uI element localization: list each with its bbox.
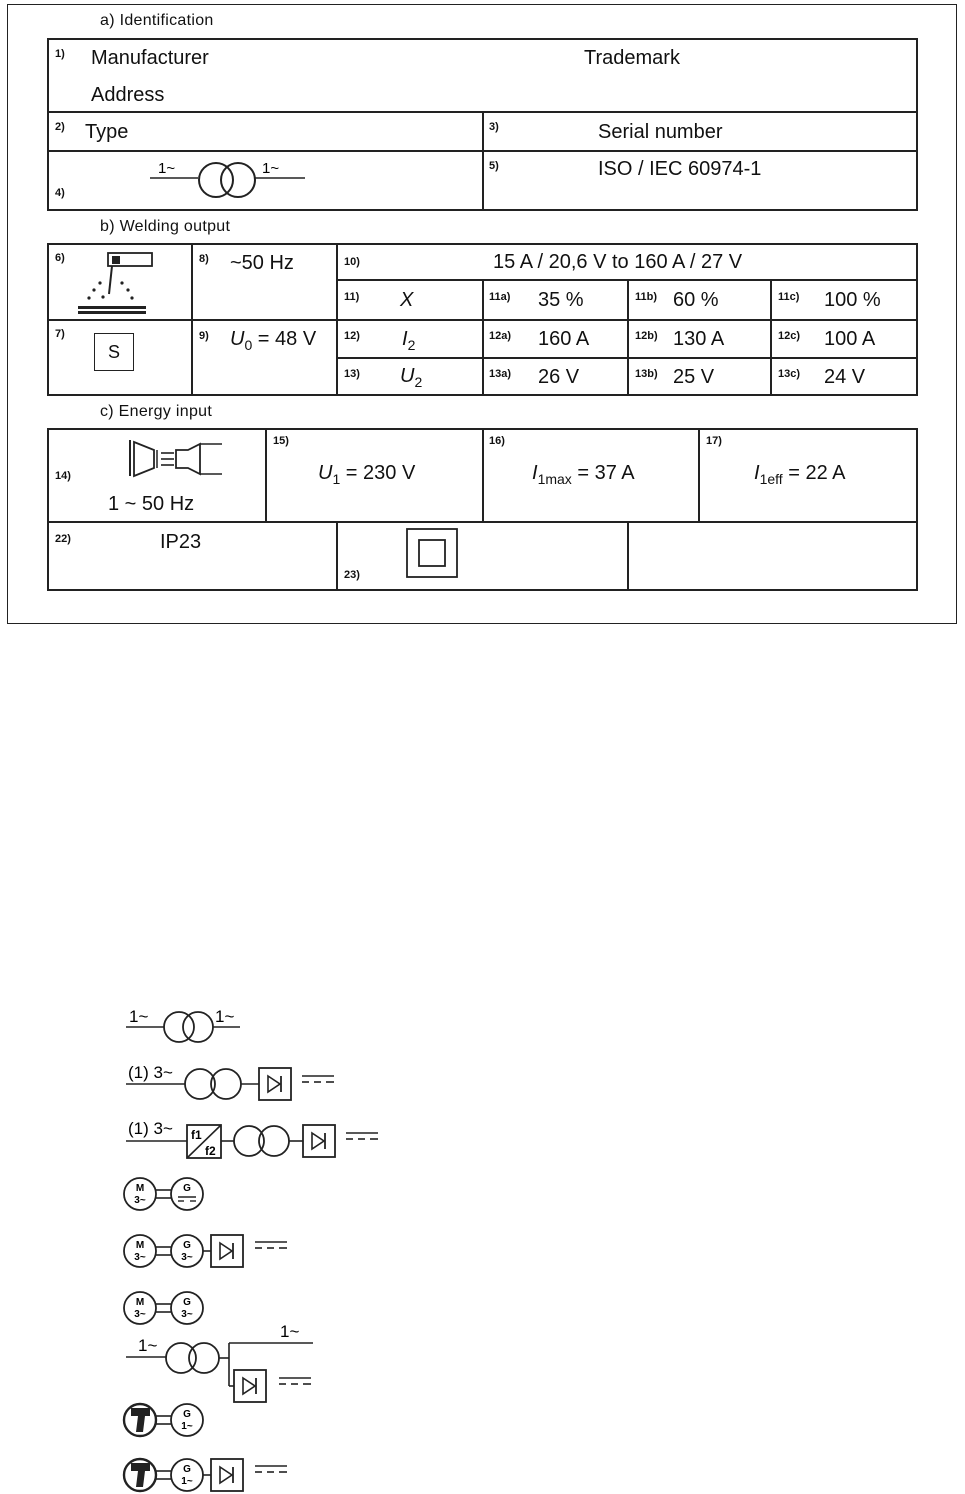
field-number: 7) (55, 328, 65, 340)
field-number: 1) (55, 48, 65, 60)
generator-phase-label: 1~ (181, 1421, 193, 1432)
field-number: 3) (489, 121, 499, 133)
address-label: Address (91, 84, 165, 106)
u1-subscript: 1 (332, 471, 341, 487)
divider (482, 281, 484, 396)
mig-welding-torch-icon (78, 250, 168, 316)
field-number: 12a) (489, 330, 512, 342)
voltage-a: 26 V (538, 366, 580, 388)
field-number: 11c) (778, 291, 800, 303)
divider (627, 281, 629, 396)
symbol-motor-generator-rectifier-icon (124, 1235, 287, 1267)
type-label: Type (85, 121, 129, 143)
i1max-value: = 37 A (571, 462, 635, 484)
duty-cycle-symbol: X (400, 289, 414, 311)
motor-phase-label: 3~ (134, 1195, 146, 1206)
input-phase-label: 1~ (129, 1007, 149, 1026)
welding-range-value: 15 A / 20,6 V to 160 A / 27 V (493, 251, 743, 273)
divider (482, 428, 484, 522)
divider (482, 111, 484, 211)
voltage-b: 25 V (673, 366, 715, 388)
current-c: 100 A (824, 328, 876, 350)
field-number: 11b) (635, 291, 658, 303)
serial-number-label: Serial number (598, 121, 723, 143)
u1-value: = 230 V (340, 462, 416, 484)
transformer-symbol-icon (150, 158, 310, 202)
divider (336, 279, 918, 281)
field-number: 10) (344, 256, 360, 268)
symbol-motor-generator-ac-icon (124, 1292, 203, 1324)
symbol-engine-generator-ac-icon (124, 1404, 203, 1436)
input-phase-label: 1~ (158, 160, 176, 177)
output-phase-label: 1~ (215, 1007, 235, 1026)
field-number: 13c) (778, 368, 801, 380)
frequency-f1-label: f1 (191, 1128, 202, 1142)
generator-phase-label: 3~ (181, 1252, 193, 1263)
i1eff-subscript: 1eff (759, 471, 783, 487)
symbol-transformer-ac-dc-icon (126, 1322, 313, 1402)
i1eff-symbol: I (754, 462, 760, 484)
i1max-symbol: I (532, 462, 538, 484)
field-number: 9) (199, 330, 209, 342)
field-number: 13) (344, 368, 360, 380)
max-supply-current-value (532, 462, 635, 487)
motor-phase-label: 3~ (134, 1309, 146, 1320)
section-welding-output-heading: b) Welding output (100, 218, 231, 235)
generator-phase-label: 1~ (181, 1476, 193, 1487)
field-number: 12b) (635, 330, 658, 342)
field-number: 13a) (489, 368, 512, 380)
generator-label: G (183, 1464, 191, 1475)
motor-label: M (135, 1297, 145, 1308)
generator-label: G (183, 1240, 191, 1251)
s-symbol-box: S (94, 333, 134, 371)
i1eff-value: = 22 A (782, 462, 846, 484)
u2-subscript: 2 (414, 374, 423, 390)
divider (770, 281, 772, 396)
divider (336, 357, 918, 359)
divider (627, 521, 629, 591)
u0-subscript: 0 (244, 337, 253, 353)
field-number: 11a) (489, 291, 511, 303)
field-number: 22) (55, 533, 71, 545)
frequency-f2-label: f2 (205, 1144, 216, 1158)
supply-frequency-value: 1 ~ 50 Hz (108, 493, 195, 515)
generator-label: G (183, 1183, 191, 1194)
field-number: 6) (55, 252, 65, 264)
divider (698, 428, 700, 522)
power-source-symbols-list (0, 1000, 965, 1494)
u1-symbol: U (318, 462, 333, 484)
duty-cycle-b: 60 % (673, 289, 719, 311)
u2-symbol: U (400, 365, 415, 387)
duty-cycle-a: 35 % (538, 289, 584, 311)
manufacturer-label: Manufacturer (91, 47, 209, 69)
field-number: 16) (489, 435, 505, 447)
u0-symbol: U (230, 328, 245, 350)
symbol-single-phase-transformer-icon (126, 1007, 240, 1042)
no-load-voltage-value (230, 328, 316, 353)
duty-cycle-c: 100 % (824, 289, 881, 311)
motor-label: M (135, 1183, 145, 1194)
generator-label: G (183, 1409, 191, 1420)
symbol-engine-generator-rectifier-icon (124, 1459, 287, 1491)
rated-supply-voltage-value (318, 462, 415, 487)
field-number: 13b) (635, 368, 658, 380)
i2-symbol: I (402, 328, 408, 350)
field-number: 15) (273, 435, 289, 447)
mains-plug-icon (128, 440, 228, 484)
symbol-transformer-rectifier-icon (126, 1063, 334, 1100)
divider (265, 428, 267, 522)
trademark-label: Trademark (584, 47, 680, 69)
field-number: 5) (489, 160, 499, 172)
field-number: 4) (55, 187, 65, 199)
symbol-motor-generator-dc-icon (124, 1178, 203, 1210)
motor-phase-label: 3~ (134, 1252, 146, 1263)
field-number: 12) (344, 330, 360, 342)
section-energy-input-heading: c) Energy input (100, 403, 213, 420)
input-phase-label: (1) 3~ (128, 1063, 173, 1082)
field-number: 12c) (778, 330, 801, 342)
field-number: 11) (344, 291, 360, 303)
section-identification-heading: a) Identification (100, 12, 214, 29)
divider (47, 319, 918, 321)
u0-value: = 48 V (252, 328, 317, 350)
divider (336, 521, 338, 591)
class-ii-insulation-icon (406, 528, 460, 580)
input-phase-label: 1~ (138, 1336, 158, 1355)
voltage-c: 24 V (824, 366, 866, 388)
rated-frequency-value: ~50 Hz (230, 252, 294, 274)
current-b: 130 A (673, 328, 725, 350)
field-number: 14) (55, 470, 71, 482)
field-number: 8) (199, 253, 209, 265)
generator-phase-label: 3~ (181, 1309, 193, 1320)
welding-current-symbol (402, 328, 415, 353)
current-a: 160 A (538, 328, 590, 350)
output-phase-label: 1~ (280, 1322, 300, 1341)
input-phase-label: (1) 3~ (128, 1119, 173, 1138)
standard-label: ISO / IEC 60974-1 (598, 158, 762, 180)
generator-label: G (183, 1297, 191, 1308)
field-number: 23) (344, 569, 360, 581)
i1max-subscript: 1max (537, 471, 572, 487)
output-phase-label: 1~ (262, 160, 280, 177)
field-number: 2) (55, 121, 65, 133)
welding-voltage-symbol (400, 365, 422, 390)
field-number: 17) (706, 435, 722, 447)
ip-rating-value: IP23 (160, 531, 202, 553)
symbol-inverter-rectifier-icon (126, 1119, 378, 1158)
motor-label: M (135, 1240, 145, 1251)
effective-supply-current-value (754, 462, 846, 487)
i2-subscript: 2 (407, 337, 416, 353)
